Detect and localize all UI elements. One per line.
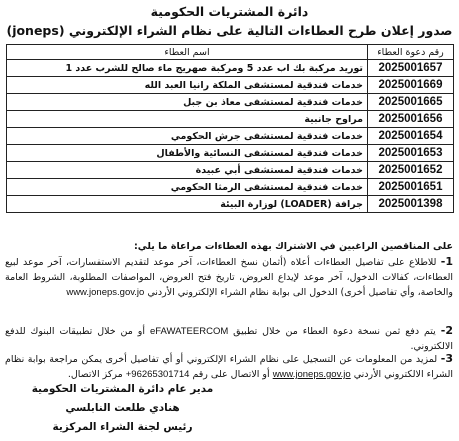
table-row (7, 111, 454, 128)
contact-phone: +96265301714 (125, 369, 190, 380)
note-text: أو الاتصال على رقم (192, 369, 270, 380)
tender-number: 2025001653 (368, 145, 454, 162)
tender-number: 2025001665 (368, 94, 454, 111)
table-row (7, 60, 454, 77)
table-row (7, 94, 454, 111)
note-number: 2- (440, 324, 453, 337)
tender-number: 2025001654 (368, 128, 454, 145)
note-number: 1- (440, 255, 453, 268)
tender-name: خدمات فندقية لمستشفى معاذ بن جبل (7, 94, 368, 111)
note-item-1 (5, 254, 453, 300)
table-row (7, 145, 454, 162)
tender-number: 2025001652 (368, 162, 454, 179)
note-number: 3- (440, 352, 453, 365)
tender-name: خدمات فندقية لمستشفى الرمثا الحكومي (7, 179, 368, 196)
org-title: دائرة المشتريات الحكومية (150, 4, 309, 19)
tender-name: خدمات فندقية لمستشفى أبي عبيدة (7, 162, 368, 179)
header-tender-number: رقم دعوة العطاء (368, 45, 454, 60)
note-text: يتم دفع ثمن نسخة دعوة العطاء من خلال تطبيق (233, 326, 436, 337)
tender-name: توريد مركبة بك اب عدد 5 ومركبة صهريج ماء صالح للشرب عدد 1 (7, 60, 368, 77)
tender-number: 2025001656 (368, 111, 454, 128)
note-text: أو من خلال تطبيقات البنوك للدفع الالكتروني. (5, 326, 453, 352)
tenders-table (6, 44, 454, 213)
tender-name: خدمات فندقية لمستشفى الملكة رانيا العبد الله (7, 77, 368, 94)
efawateercom-app-name: eFAWATEERCOM (149, 326, 229, 337)
tender-name: جرافة (LOADER) لوزارة البيئة (7, 196, 368, 213)
tender-name: مراوح جانبية (7, 111, 368, 128)
note-text: لمزيد من المعلومات عن التسجيل على نظام الشراء الإلكتروني أو أي تفاصيل أخرى يمكن مراجعة بوابة نظام الشراء الالكتروني الأردني (5, 354, 453, 380)
table-row (7, 179, 454, 196)
table-row (7, 162, 454, 179)
signature-title: مدير عام دائرة المشتريات الحكومية (31, 383, 214, 395)
table-header-row (7, 45, 454, 60)
header-tender-name: اسم العطاء (7, 45, 368, 60)
signature-name: هنادي طلعت النابلسي (65, 402, 180, 414)
tender-name: خدمات فندقية لمستشفى جرش الحكومي (7, 128, 368, 145)
note-item-2 (5, 323, 453, 354)
tender-number: 2025001669 (368, 77, 454, 94)
note-text: مركز الاتصال. (67, 369, 123, 380)
note-text: للاطلاع على تفاصيل العطاءات أعلاه (أثمان نسخ العطاءات، آخر موعد لتقديم الاستفسارات، آخر موعد لبيع العطاءات، كفالات الدخول، آخر موعد لإيداع العروض، تاريخ فتح العروض، المواصفات المطلوبة، الشروط العامة والخاصة، وأي تفاصيل أخرى) الدخول الى بوابة نظام الشراء الإلكتروني الأردني (5, 257, 453, 298)
joneps-link[interactable]: www.joneps.gov.jo (66, 287, 145, 298)
note-item-3 (5, 351, 453, 382)
table-row (7, 77, 454, 94)
notes-intro: على المناقصين الراغبين في الاشتراك بهذه العطاءات مراعاة ما يلي: (133, 241, 453, 252)
joneps-link[interactable]: www.joneps.gov.jo (272, 369, 351, 380)
table-row (7, 196, 454, 213)
signature-role: رئيس لجنة الشراء المركزية (52, 421, 193, 433)
table-row (7, 128, 454, 145)
tender-name: خدمات فندقية لمستشفى النسائية والأطفال (7, 145, 368, 162)
announcement-title: صدور إعلان طرح العطاءات التالية على نظام الشراء الإلكتروني (joneps) (6, 23, 453, 38)
tender-number: 2025001657 (368, 60, 454, 77)
tender-number: 2025001398 (368, 196, 454, 213)
tender-number: 2025001651 (368, 179, 454, 196)
